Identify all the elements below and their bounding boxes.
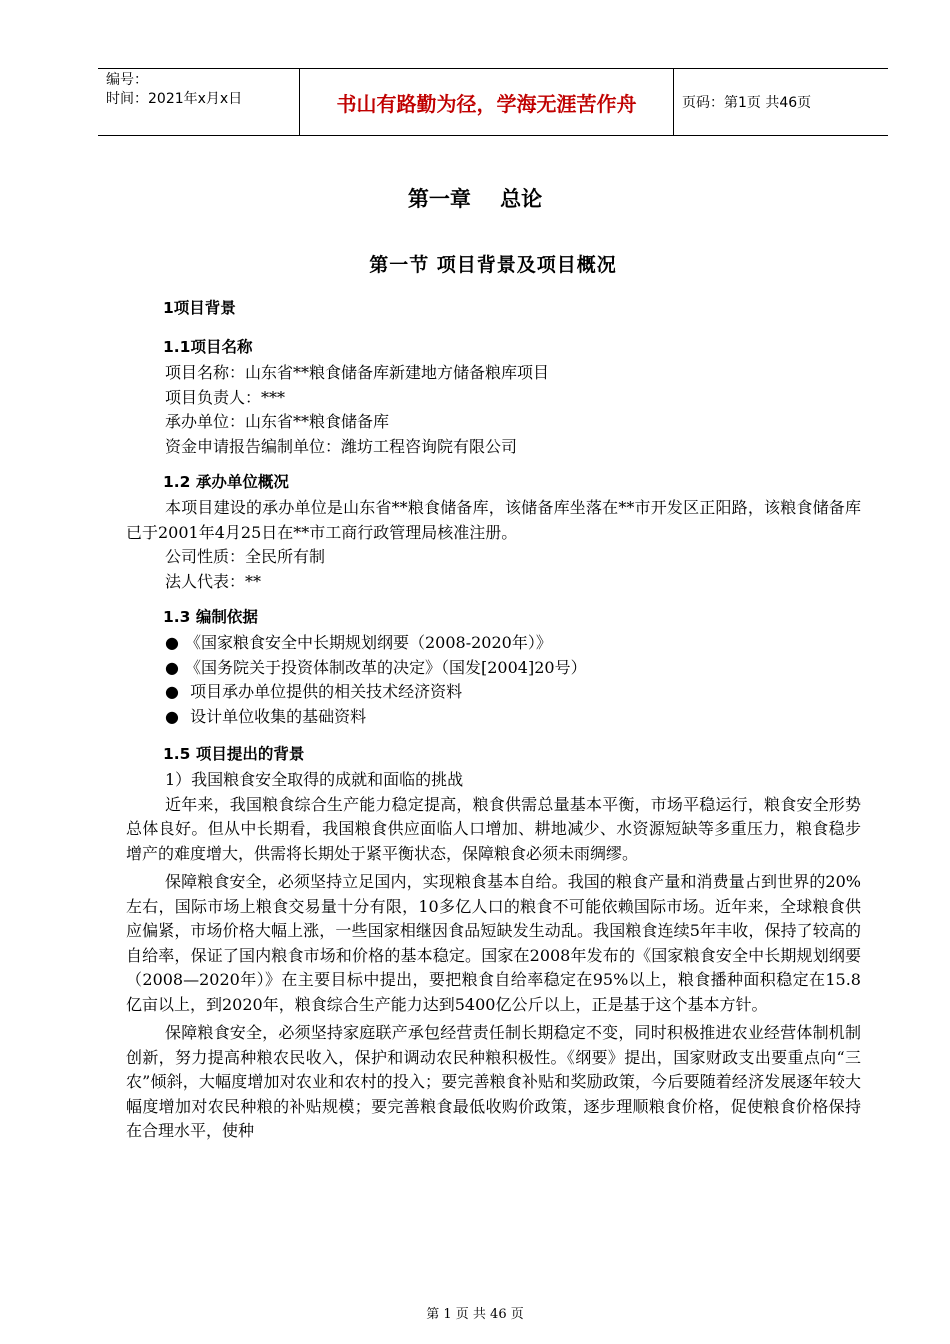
document-body <box>126 296 861 1144</box>
bullet-icon: ● <box>165 633 179 652</box>
report-preparer-line: 资金申请报告编制单位：潍坊工程咨询院有限公司 <box>165 436 518 456</box>
header-meta <box>98 69 300 135</box>
basis-item <box>126 680 861 705</box>
basis-item <box>126 705 861 730</box>
heading-1-1: 1.1项目名称 <box>163 338 253 356</box>
bullet-icon: ● <box>165 682 179 701</box>
basis-item-text: 设计单位收集的基础资料 <box>185 706 367 726</box>
heading-1-2: 1.2 承办单位概况 <box>163 473 289 491</box>
bullet-icon: ● <box>165 657 179 677</box>
project-name-line: 项目名称：山东省**粮食储备库新建地方储备粮库项目 <box>165 363 550 382</box>
organizer-line: 承办单位：山东省**粮食储备库 <box>165 412 390 431</box>
legal-rep-line: 法人代表：** <box>165 571 262 591</box>
chapter-title-text: 第一章 总论 <box>407 187 543 211</box>
basis-item-text: 《国家粮食安全中长期规划纲要（2008-2020年）》 <box>185 633 552 652</box>
page-footer: 第 1 页 共 46 页 <box>426 1307 524 1322</box>
background-paragraph: 保障粮食安全，必须坚持家庭联产承包经营责任制长期稳定不变，同时积极推进农业经营体制机制创新，努力提高种粮农民收入，保护和调动农民种粮积极性。《纲要》提出，国家财政支出要重点向“三农”倾斜，大幅度增加对农业和农村的投入；要完善粮食补贴和奖励政策，今后要随着经济发展逐年较大幅度增加对农民种粮的补贴规模；要完善粮食最低收购价政策，逐步理顺粮食价格，促使粮食价格保持在合理水平，使种 <box>126 1023 861 1140</box>
basis-item <box>126 631 861 656</box>
project-lead-line: 项目负责人：*** <box>165 387 286 407</box>
header-table <box>98 68 888 136</box>
organizer-overview-paragraph: 本项目建设的承办单位是山东省**粮食储备库，该储备库坐落在**市开发区正阳路，该粮食储备库已于2001年4月25日在**市工商行政管理局核准注册。 <box>126 498 861 542</box>
basis-item-text: 项目承办单位提供的相关技术经济资料 <box>185 682 463 701</box>
heading-1-5: 1.5 项目提出的背景 <box>163 745 305 763</box>
heading-1-3: 1.3 编制依据 <box>163 608 258 626</box>
company-nature-line: 公司性质：全民所有制 <box>165 547 326 566</box>
document-time-label: 时间：2021年x月x日 <box>106 91 243 107</box>
background-paragraph: 近年来，我国粮食综合生产能力稳定提高，粮食供需总量基本平衡，市场平稳运行，粮食安全形势总体良好。但从中长期看，我国粮食供应面临人口增加、耕地减少、水资源短缺等多重压力，粮食稳步增产的难度增大，供需将长期处于紧平衡状态，保障粮食必须未雨绸缪。 <box>126 794 861 863</box>
basis-item <box>126 656 861 681</box>
bullet-icon: ● <box>165 706 179 726</box>
section-title: 第一节 项目背景及项目概况 <box>369 254 617 276</box>
background-paragraph: 保障粮食安全，必须坚持立足国内，实现粮食基本自给。我国的粮食产量和消费量占到世界的20%左右，国际市场上粮食交易量十分有限，10多亿人口的粮食不可能依赖国际市场。近年来，全球粮食供应偏紧，市场价格大幅上涨，一些国家相继因食品短缺发生动乱。我国粮食连续5年丰收，保持了较高的自给率，保证了国内粮食市场和价格的基本稳定。国家在2008年发布的《国家粮食安全中长期规划纲要（2008—2020年）》在主要目标中提出，要把粮食自给率稳定在95%以上，粮食播种面积稳定在15.8亿亩以上，到2020年，粮食综合生产能力达到5400亿公斤以上，正是基于这个基本方针。 <box>126 872 861 1014</box>
subheading-challenges: 1）我国粮食安全取得的成就和面临的挑战 <box>165 770 464 789</box>
heading-project-background: 1项目背景 <box>163 299 236 317</box>
basis-item-text: 《国务院关于投资体制改革的决定》（国发[2004]20号） <box>185 657 587 677</box>
chapter-title <box>0 183 950 213</box>
header-page-label: 页码：第1页 共46页 <box>682 95 812 111</box>
header-motto: 书山有路勤为径，学海无涯苦作舟 <box>300 69 674 135</box>
document-number-label: 编号： <box>106 72 148 88</box>
